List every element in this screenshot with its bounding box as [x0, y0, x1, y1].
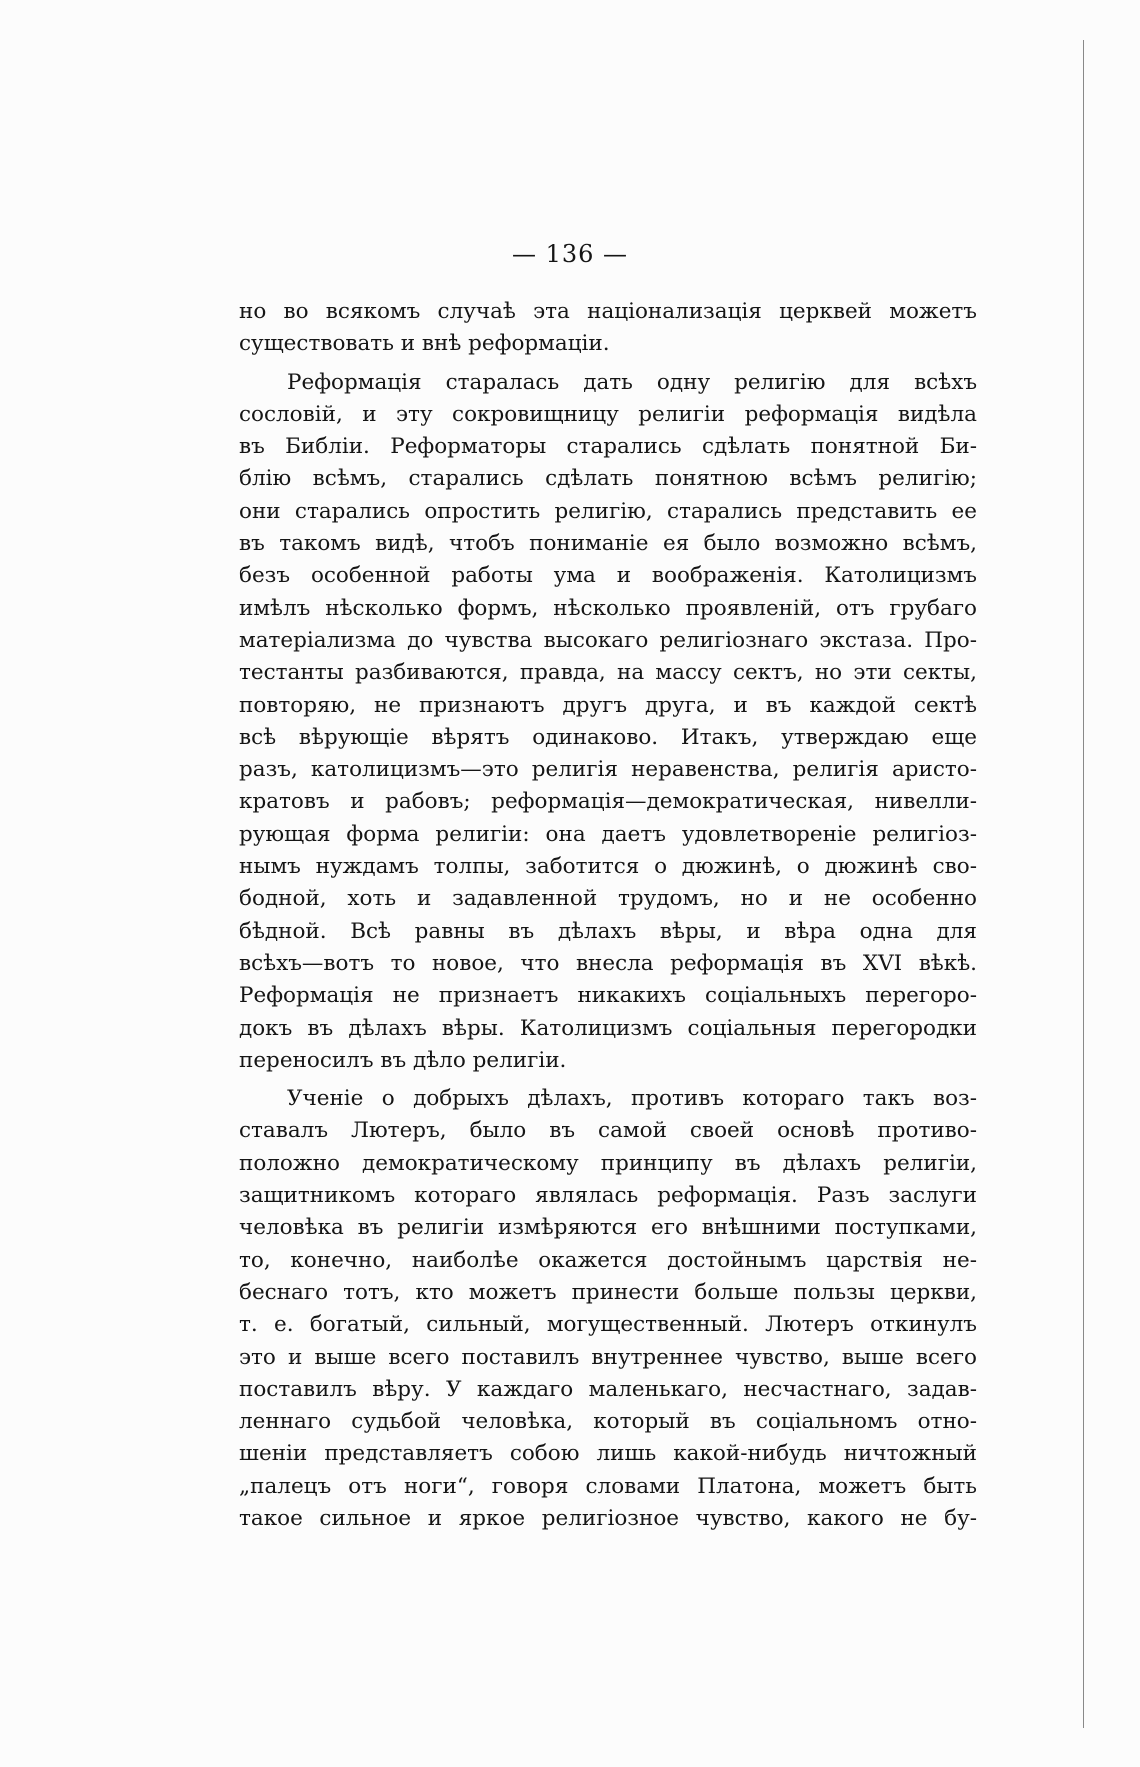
paragraph: [239, 1083, 977, 1535]
text-line: бѣдной. Всѣ равны въ дѣлахъ вѣры, и вѣра одна для: [239, 918, 977, 944]
text-line: Ученіе о добрыхъ дѣлахъ, противъ котораго такъ воз-: [287, 1086, 977, 1112]
text-line: беснаго тотъ, кто можетъ принести больше пользы церкви,: [239, 1279, 977, 1305]
text-line: такое сильное и яркое религіозное чувство, какого не бу-: [239, 1505, 977, 1531]
page-edge-line: [1083, 40, 1084, 1728]
text-line: леннаго судьбой человѣка, который въ соціальномъ отно-: [239, 1409, 977, 1435]
paragraph: [239, 296, 977, 361]
text-line: защитникомъ котораго являлась реформація. Разъ заслуги: [239, 1183, 977, 1209]
text-line: имѣлъ нѣсколько формъ, нѣсколько проявленій, отъ грубаго: [239, 595, 977, 621]
text-line: повторяю, не признаютъ другъ друга, и въ каждой сектѣ: [239, 692, 977, 718]
text-line: но во всякомъ случаѣ эта націонализація церквей можетъ: [239, 299, 977, 324]
text-line: существовать и внѣ реформаціи.: [239, 331, 610, 357]
text-line: „палецъ отъ ноги“, говоря словами Платона, можетъ быть: [239, 1473, 977, 1499]
text-line: блію всѣмъ, старались сдѣлать понятною всѣмъ религію;: [239, 466, 977, 492]
text-line: рующая форма религіи: она даетъ удовлетвореніе религіоз-: [239, 821, 977, 847]
text-line: человѣка въ религіи измѣряются его внѣшними поступками,: [239, 1215, 977, 1241]
text-line: всѣ вѣрующіе вѣрятъ одинаково. Итакъ, утверждаю еще: [239, 724, 977, 750]
paragraph: [239, 367, 977, 1078]
text-line: безъ особенной работы ума и воображенія. Католицизмъ: [239, 563, 977, 589]
text-line: тестанты разбиваются, правда, на массу сектъ, но эти секты,: [239, 660, 977, 686]
text-line: Реформація старалась дать одну религію для всѣхъ: [287, 369, 977, 395]
text-line: поставилъ вѣру. У каждаго маленькаго, несчастнаго, задав-: [239, 1376, 977, 1402]
text-line: ставалъ Лютеръ, было въ самой своей основѣ противо-: [239, 1118, 977, 1144]
text-line: разъ, католицизмъ—это религія неравенства, религія аристо-: [239, 757, 977, 783]
text-line: сословій, и эту сокровищницу религіи реформація видѣла: [239, 401, 977, 427]
body-text: [239, 296, 977, 1535]
text-line: бодной, хоть и задавленной трудомъ, но и не особенно: [239, 886, 977, 912]
page-number: — 136 —: [511, 240, 629, 268]
text-line: они старались опростить религію, старались представить ее: [239, 498, 977, 524]
text-line: докъ въ дѣлахъ вѣры. Католицизмъ соціальныя перегородки: [239, 1015, 977, 1041]
text-line: матеріализма до чувства высокаго религіознаго экстаза. Про-: [239, 627, 977, 653]
text-line: Реформація не признаетъ никакихъ соціальныхъ перегоро-: [239, 983, 977, 1009]
text-line: въ Библіи. Реформаторы старались сдѣлать понятной Би-: [239, 434, 977, 460]
text-line: положно демократическому принципу въ дѣлахъ религіи,: [239, 1150, 977, 1176]
text-line: нымъ нуждамъ толпы, заботится о дюжинѣ, о дюжинѣ сво-: [239, 854, 977, 880]
text-line: переносилъ въ дѣло религіи.: [239, 1047, 567, 1073]
text-line: то, конечно, наиболѣе окажется достойнымъ царствія не-: [239, 1247, 977, 1273]
text-line: въ такомъ видѣ, чтобъ пониманіе ея было возможно всѣмъ,: [239, 531, 977, 557]
text-line: шеніи представляетъ собою лишь какой-нибудь ничтожный: [239, 1441, 977, 1467]
text-line: кратовъ и рабовъ; реформація—демократическая, нивелли-: [239, 789, 977, 815]
text-line: всѣхъ—вотъ то новое, что внесла реформація въ XVI вѣкѣ.: [239, 950, 977, 976]
text-line: т. е. богатый, сильный, могущественный. Лютеръ откинулъ: [239, 1312, 977, 1338]
text-line: это и выше всего поставилъ внутреннее чувство, выше всего: [239, 1344, 977, 1370]
